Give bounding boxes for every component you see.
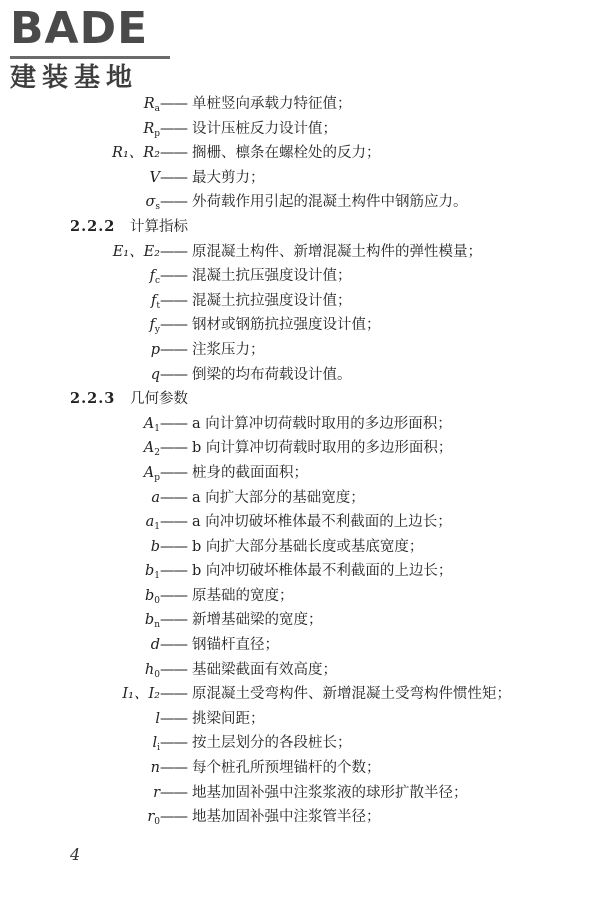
symbol-description: b 向扩大部分基础长度或基底宽度；: [192, 538, 424, 555]
symbol-row: [0, 658, 600, 683]
section-heading-2-2-2: [0, 215, 600, 240]
symbol-row: [0, 289, 600, 314]
symbol: V: [149, 169, 160, 186]
symbol-description: 原基础的宽度；: [192, 587, 294, 604]
section-title: 几何参数: [130, 391, 188, 408]
symbol-row: [0, 92, 600, 117]
symbol-row: [0, 166, 600, 191]
em-dash: ——: [160, 686, 187, 703]
symbol: l: [155, 710, 160, 727]
em-dash: ——: [160, 341, 187, 358]
symbol: $A_1$: [143, 415, 160, 434]
symbol-description: 设计压桩反力设计值；: [192, 120, 337, 137]
em-dash: ——: [160, 612, 187, 629]
em-dash: ——: [160, 366, 187, 383]
em-dash: ——: [160, 710, 187, 727]
symbol-description: 基础梁截面有效高度；: [192, 661, 337, 678]
group-actions: [0, 92, 600, 215]
symbol: $b_1$: [144, 563, 160, 582]
symbol-description: 按土层划分的各段桩长；: [192, 735, 352, 752]
symbol: $R_p$: [143, 120, 160, 139]
logo-chinese-name: 建装基地: [10, 63, 139, 93]
symbol-row: [0, 141, 600, 166]
symbol-row: [0, 781, 600, 806]
symbol-row: [0, 486, 600, 511]
symbol: d: [150, 637, 160, 654]
symbol-row: [0, 608, 600, 633]
symbol: $a_1$: [145, 514, 160, 533]
symbol-row: [0, 584, 600, 609]
symbol-description: 每个桩孔所预埋锚杆的个数；: [192, 760, 381, 777]
symbol: b: [150, 538, 160, 555]
section-number: 2.2.3: [70, 390, 116, 408]
symbol: $A_2$: [143, 440, 160, 459]
symbol-description: 原混凝土受弯构件、新增混凝土受弯构件惯性矩；: [192, 686, 511, 703]
symbol: E₁、E₂: [112, 243, 160, 260]
symbol-description: a 向冲切破坏椎体最不利截面的上边长；: [192, 514, 452, 531]
em-dash: ——: [160, 538, 187, 555]
section-number: 2.2.2: [70, 217, 116, 235]
em-dash: ——: [160, 96, 187, 112]
em-dash: ——: [160, 464, 187, 481]
em-dash: ——: [160, 587, 187, 604]
symbol: I₁、I₂: [122, 686, 160, 703]
group-indices: [0, 240, 600, 388]
symbol: R₁、R₂: [112, 145, 160, 162]
em-dash: ——: [160, 563, 187, 580]
symbol-description: 新增基础梁的宽度；: [192, 612, 323, 629]
em-dash: ——: [160, 489, 187, 506]
symbol: $f_t$: [151, 292, 160, 311]
symbol-row: [0, 535, 600, 560]
symbol-description: 倒梁的均布荷载设计值。: [192, 366, 352, 383]
symbol: $b_n$: [144, 612, 160, 631]
em-dash: ——: [160, 514, 187, 531]
symbol-row: [0, 363, 600, 388]
symbol-row: [0, 559, 600, 584]
symbol: $R_a$: [143, 96, 160, 114]
symbol-description: b 向计算冲切荷载时取用的多边形面积；: [192, 440, 453, 457]
symbol-row: [0, 682, 600, 707]
symbol-row: [0, 805, 600, 830]
symbol-description: 最大剪力；: [192, 169, 265, 186]
symbol-list: [0, 92, 600, 830]
em-dash: ——: [160, 735, 187, 752]
em-dash: ——: [160, 120, 187, 137]
symbol-row: [0, 264, 600, 289]
symbol: $b_0$: [144, 587, 160, 606]
em-dash: ——: [160, 194, 187, 211]
symbol-description: 混凝土抗拉强度设计值；: [192, 292, 352, 309]
symbol-description: 单桩竖向承载力特征值；: [192, 96, 352, 112]
symbol-description: 外荷载作用引起的混凝土构件中钢筋应力。: [192, 194, 468, 211]
symbol-row: [0, 436, 600, 461]
symbol-row: [0, 338, 600, 363]
symbol-row: [0, 461, 600, 486]
em-dash: ——: [160, 415, 187, 432]
em-dash: ——: [160, 440, 187, 457]
symbol: $f_c$: [149, 268, 160, 287]
symbol-description: 钢锚杆直径；: [192, 637, 279, 654]
section-heading-2-2-3: [0, 387, 600, 412]
symbol: $A_p$: [143, 464, 160, 483]
em-dash: ——: [160, 784, 187, 801]
symbol-description: 注浆压力；: [192, 341, 265, 358]
symbol-row: [0, 313, 600, 338]
section-title: 计算指标: [130, 218, 188, 235]
symbol-description: 挑梁间距；: [192, 710, 265, 727]
em-dash: ——: [160, 292, 187, 309]
em-dash: ——: [160, 637, 187, 654]
symbol-row: [0, 633, 600, 658]
em-dash: ——: [160, 169, 187, 186]
symbol-row: [0, 240, 600, 265]
em-dash: ——: [160, 243, 187, 260]
symbol-description: 钢材或钢筋抗拉强度设计值；: [192, 317, 381, 334]
symbol-description: a 向扩大部分的基础宽度；: [192, 489, 365, 506]
symbol: $h_0$: [144, 661, 160, 680]
symbol-row: [0, 510, 600, 535]
logo-wordmark: BADE: [10, 3, 149, 54]
symbol: $\sigma_s$: [145, 194, 160, 213]
symbol-description: a 向计算冲切荷载时取用的多边形面积；: [192, 415, 452, 432]
em-dash: ——: [160, 268, 187, 285]
symbol-row: [0, 190, 600, 215]
symbol-row: [0, 117, 600, 142]
symbol-description: 搁栅、檩条在螺栓处的反力；: [192, 145, 381, 162]
symbol-row: [0, 707, 600, 732]
em-dash: ——: [160, 145, 187, 162]
symbol-description: 原混凝土构件、新增混凝土构件的弹性模量；: [192, 243, 482, 260]
em-dash: ——: [160, 809, 187, 826]
group-geometry: [0, 412, 600, 830]
em-dash: ——: [160, 760, 187, 777]
logo-rule: [10, 56, 170, 59]
symbol-description: 桩身的截面面积；: [192, 464, 308, 481]
symbol: n: [150, 760, 160, 777]
symbol: a: [151, 489, 160, 506]
symbol-description: 地基加固补强中注浆浆液的球形扩散半径；: [192, 784, 468, 801]
symbol: $r_0$: [147, 809, 160, 828]
symbol: q: [150, 366, 160, 383]
em-dash: ——: [160, 661, 187, 678]
page-number: 4: [70, 845, 81, 864]
symbol: r: [153, 784, 160, 801]
symbol-description: 地基加固补强中注浆管半径；: [192, 809, 381, 826]
symbol-row: [0, 756, 600, 781]
symbol-description: b 向冲切破坏椎体最不利截面的上边长；: [192, 563, 453, 580]
bade-logo: [10, 3, 180, 93]
em-dash: ——: [160, 317, 187, 334]
symbol: p: [150, 341, 160, 358]
symbol: $f_y$: [149, 317, 160, 336]
symbol: $l_i$: [152, 735, 160, 754]
symbol-description: 混凝土抗压强度设计值；: [192, 268, 352, 285]
symbol-row: [0, 731, 600, 756]
symbol-row: [0, 412, 600, 437]
